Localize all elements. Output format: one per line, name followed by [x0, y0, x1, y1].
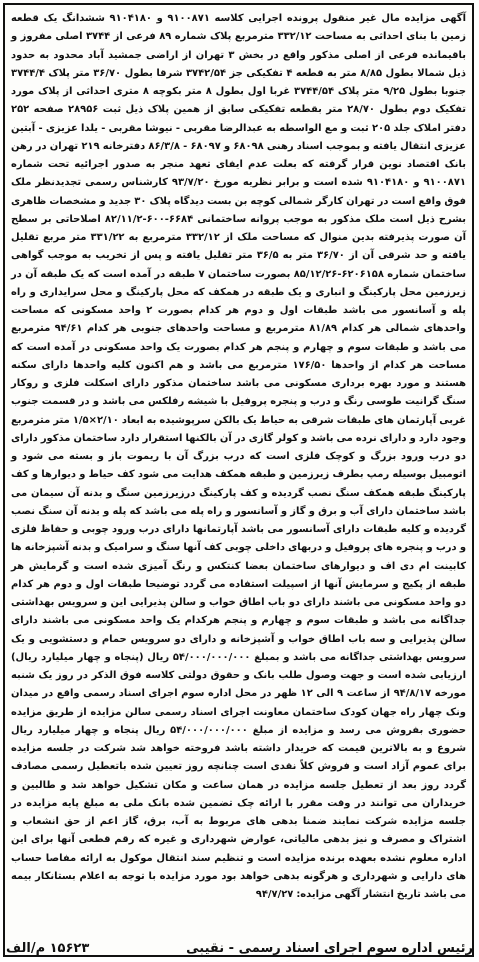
notice-footer	[6, 936, 473, 960]
signature-line: رئیس اداره سوم اجرای اسناد رسمی - نقیبی	[186, 940, 473, 956]
reference-number: ۱۵۶۲۳ م/الف	[6, 940, 90, 956]
notice-body: آگهی مزایده مال غیر منقول پرونده اجرایی کلاسه ۹۱۰۰۸۷۱ و ۹۱۰۴۱۸۰ ششدانگ یک قطعه زمین با بنای احداثی به مساحت ۳۳۲/۱۲ مترمربع پلاک شماره ۸۹ فرعی از ۳۷۴۴ اصلی مفروز و باقیمانده فرعی از اصلی مذکور واقع در بخش ۳ تهران از اراضی جمشید آباد محدود به حدود ذیل شمالا بطول ۸/۸۵ متر به قطعه ۴ تفکیکی جز ۳۷۴۲/۵۴ شرقا بطول ۳۶/۷۰ متر پلاک ۳۷۴۴/۴ جنوبا بطول ۹/۲۵ متر پلاک ۳۷۴۴/۵۴ غربا اول بطول ۸ متر بکوچه ۸ متری احداثی از پلاک مورد تفکیک دوم بطول ۲۸/۷۰ متر بقطعه تفکیکی سابق از همین پلاک ذیل ثبت ۲۸۹۵۶ صفحه ۲۵۲ دفتر املاک جلد ۲۰۵ ثبت و مع الواسطه به عبدالرضا مقربی - نیوشا مقربی - یلدا عزیزی - آبتین عزیزی انتقال یافته و بموجب اسناد رهنی ۶۸۰۹۸ و ۶۸۰۹۷ - ۸۶/۳/۸ دفترخانه ۲۱۹ تهران در رهن بانک اقتصاد نوین قرار گرفته که بعلت عدم ایفای تعهد منجر به صدور اجرائیه تحت شماره ۹۱۰۰۸۷۱ و ۹۱۰۴۱۸۰ شده است و برابر نظریه مورخ ۹۳/۷/۲۰ کارشناس رسمی تجدیدنظر ملک فوق واقع است در تهران کارگر شمالی کوچه بن بست دیدگاه پلاک ۳۰ جدید و مشخصات ظاهری بشرح ذیل است ملک مذکور به موجب پروانه ساختمانی ۶۶۸۴-۶۰۰-۸۲/۱۱/۲ اصلاحاتی بر سطح آن صورت پذیرفته بدین منوال که مساحت ملک از ۳۳۲/۱۲ مترمربع به ۳۳۱/۲۲ متر مربع تقلیل یافته و حد شرقی آن از ۳۶/۷۰ متر به ۳۶/۵ متر تقلیل یافته و پس از تخریب به موجب گواهی ساختمان شماره ۶۲۰۶۱۵۸-۸۵/۱۲/۲۶ بصورت ساختمان ۷ طبقه در آمده است که یک طبقه آن در زیرزمین محل پارکینگ و انباری و یک طبقه در همکف که محل پارکینگ و محل سرایداری و راه پله و آسانسور می باشد طبقات اول و دوم هر کدام بصورت ۲ واحد مسکونی که مساحت واحدهای شمالی هر کدام ۸۱/۸۹ مترمربع و مساحت واحدهای جنوبی هر کدام ۹۴/۶۱ مترمربع می باشد و طبقات سوم و چهارم و پنجم هر کدام بصورت یک واحد مسکونی در آمده است که مساحت هر کدام از واحدها ۱۷۶/۵۰ مترمربع می باشد و هم اکنون کلیه واحدها دارای سکنه هستند و مورد بهره برداری مسکونی می باشد ساختمان مذکور دارای اسکلت فلزی و روکار سنگ گرانیت طوسی رنگ و درب و پنجره پروفیل با شیشه رفلکس می باشد و در قسمت جنوب غربی آپارتمان های طبقات شرقی به حیاط یک بالکن سرپوشیده به ابعاد ۲/۱۰×۱/۵ متر مترمربع وجود دارد و دارای نرده می باشد و کولر گازی در آن بالکنها استقرار دارد ساختمان مذکور دارای دو درب ورود بزرگ و کوچک فلزی است که درب بزرگ آن با ریموت باز و بسته می شود و اتومبیل بوسیله رمپ بطرف زیرزمین و طبقه همکف هدایت می شود کف حیاط و دیوارها و کف پارکینگ طبقه همکف سنگ نصب گردیده و کف پارکینگ درزیرزمین سنگ و بدنه آن سیمان می باشد ساختمان دارای آب و برق و گاز و آسانسور و راه پله می باشد که پله و بدنه آن سنگ نصب گردیده و کلیه طبقات دارای آسانسور می باشد آپارتمانها دارای درب ورود چوبی و حفاظ فلزی و درب و پنجره های پروفیل و دربهای داخلی چوبی کف آنها سنگ و سرامیک و بدنه آشپزخانه ها کابینت ام دی اف و دیوارهای ساختمان بعضا کنتکس و رنگ آمیزی شده است و گرمایش هر طبقه از پکیج و سرمایش آنها از اسپیلت استفاده می گردد توضیحا طبقات اول و دوم هر کدام دو واحد مسکونی می باشند دارای دو باب اطاق خواب و سالن پذیرایی این و سرویس بهداشتی جداگانه می باشد و طبقات سوم و چهارم و پنجم هرکدام یک واحد مسکونی می باشند دارای سالن پذیرایی و سه باب اطاق خواب و آشپزخانه و دارای دو سرویس حمام و دستشویی و یک سرویس بهداشتی جداگانه می باشد و بمبلغ ۵۴/۰۰۰/۰۰۰/۰۰۰ ریال (پنجاه و چهار میلیارد ریال) ارزیابی شده است و جهت وصول طلب بانک و حقوق دولتی کلاسه فوق الذکر در روز یک شنبه مورخه ۹۴/۸/۱۷ از ساعت ۹ الی ۱۲ ظهر در محل اداره سوم اجرای اسناد رسمی واقع در میدان ونک چهار راه جهان کودک ساختمان معاونت اجرای اسناد رسمی سالن مزایده از طریق مزایده حضوری بفروش می رسد و مزایده از مبلغ ۵۴/۰۰۰/۰۰۰/۰۰۰ ریال پنجاه و چهار میلیارد ریال شروع و به بالاترین قیمت که خریدار داشته باشد فروخته خواهد شد شرکت در جلسه مزایده برای عموم آزاد است و فروش کلاً نقدی است چنانچه روز تعیین شده باتعطیل رسمی مصادف گردد روز بعد از تعطیل جلسه مزایده در همان ساعت و مکان تشکیل خواهد شد و طالبین و خریداران می توانند در وقت مقرر با ارائه چک تضمین شده بانک ملی به مبلغ پایه مزایده در جلسه مزایده شرکت نمایند ضمنا بدهی های مربوط به آب، برق، گاز اعم از حق انشعاب و اشتراک و مصرف و نیز بدهی مالیاتی، عوارض شهرداری و غیره که رقم قطعی آنها برای این اداره معلوم نشده بعهده برنده مزایده است و تنظیم سند انتقال موکول به ارائه مفاصا حساب های دارایی و شهرداری و هرگونه بدهی خواهد بود مورد مزایده با توجه به اعلام بستانکار بیمه می باشد تاریخ انتشار آگهی مزایده: ۹۴/۷/۲۷	[11, 13, 467, 900]
auction-notice	[3, 3, 474, 957]
